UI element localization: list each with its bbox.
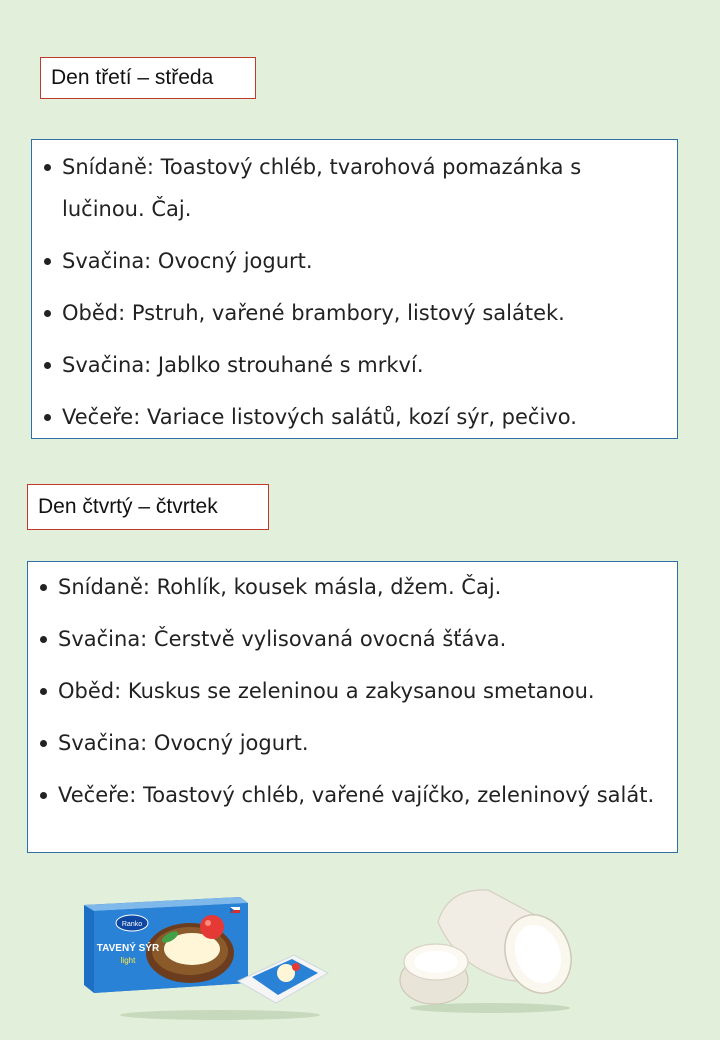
- meal-list: [32, 140, 677, 438]
- meal-item: Snídaně: Rohlík, kousek másla, džem. Čaj.: [28, 566, 677, 608]
- meal-item: Večeře: Variace listových salátů, kozí sýr, pečivo.: [32, 396, 677, 438]
- variant-label: light: [120, 956, 136, 965]
- meal-plan-box: [27, 561, 678, 853]
- meal-item: Oběd: Kuskus se zeleninou a zakysanou smetanou.: [28, 670, 677, 712]
- processed-cheese-package-image: [80, 893, 330, 1023]
- meal-item: Svačina: Ovocný jogurt.: [32, 240, 677, 282]
- meal-item: Večeře: Toastový chléb, vařené vajíčko, zeleninový salát.: [28, 774, 677, 816]
- meal-item: Oběd: Pstruh, vařené brambory, listový salátek.: [32, 292, 677, 334]
- meal-item: Snídaně: Toastový chléb, tvarohová pomazánka s lučinou. Čaj.: [32, 146, 677, 230]
- day-heading-text: Den třetí – středa: [51, 66, 214, 89]
- meal-item: Svačina: Ovocný jogurt.: [28, 722, 677, 764]
- day-heading: [27, 484, 269, 530]
- goat-cheese-roll-image: [398, 882, 576, 1015]
- meal-item: Svačina: Jablko strouhané s mrkví.: [32, 344, 677, 386]
- day-heading: [40, 57, 256, 99]
- meal-item: Svačina: Čerstvě vylisovaná ovocná šťáva.: [28, 618, 677, 660]
- brand-label: Ranko: [121, 921, 143, 928]
- meal-plan-box: [31, 139, 678, 439]
- day-heading-text: Den čtvrtý – čtvrtek: [38, 495, 218, 518]
- meal-list: [28, 562, 677, 816]
- product-label: TAVENÝ SÝR: [96, 943, 160, 954]
